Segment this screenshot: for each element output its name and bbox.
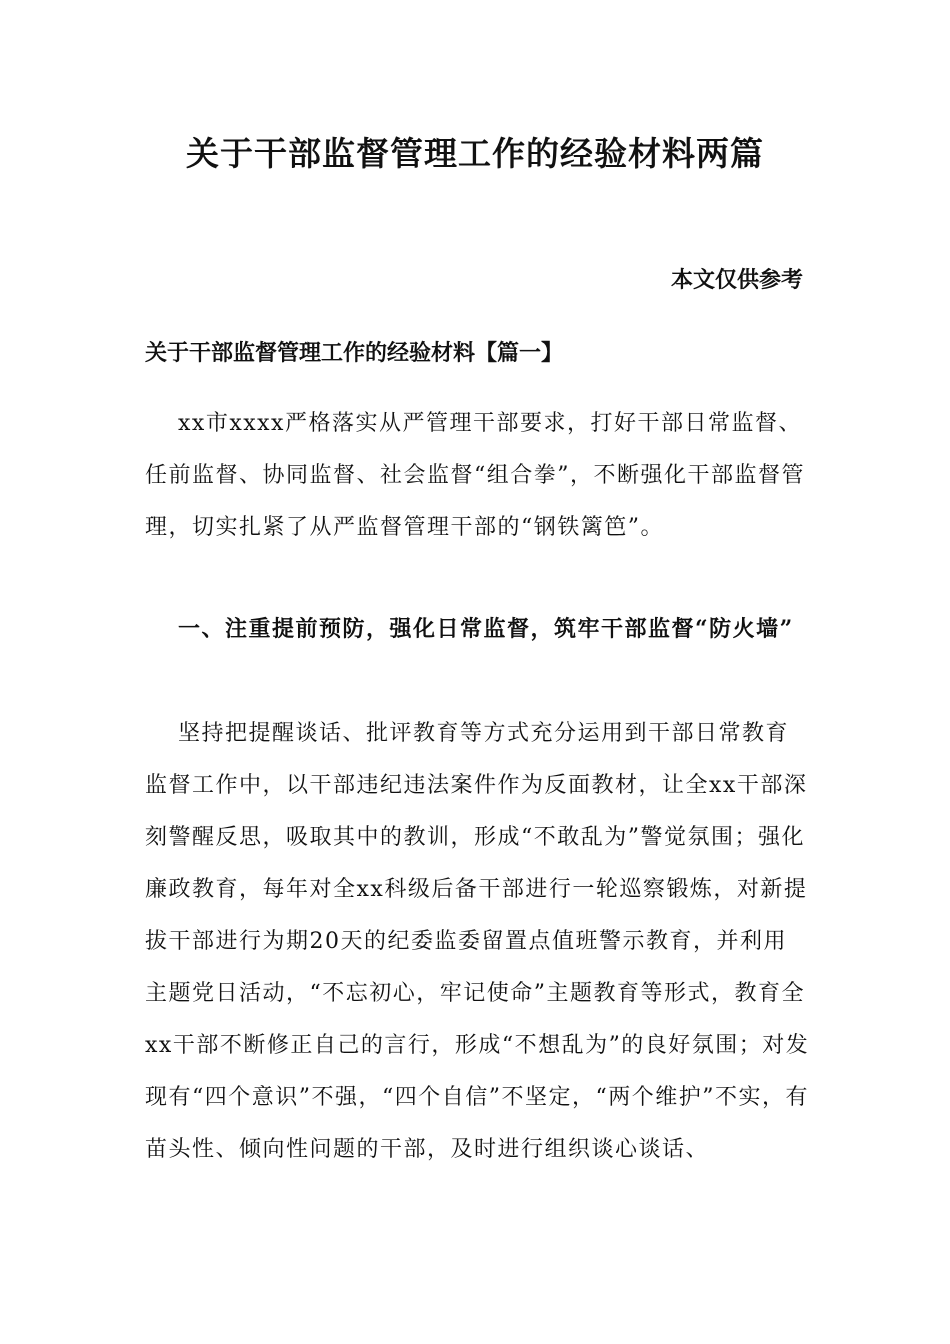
document-title: 关于干部监督管理工作的经验材料两篇 [186,134,764,173]
subheading-1: 一、注重提前预防，强化日常监督，筑牢干部监督“防火墙” [178,616,794,642]
body-paragraph-1: 坚持把提醒谈话、批评教育等方式充分运用到干部日常教育监督工作中，以干部违纪违法案件作为反面教材，让全xx干部深刻警醒反思，吸取其中的教训，形成“不敢乱为”警觉氛围；强化廉政教育，每年对全xx科级后备干部进行一轮巡察锻炼，对新提拔干部进行为期20天的纪委监委留置点值班警示教育，并利用主题党日活动，“不忘初心，牢记使命”主题教育等形式，教育全xx干部不断修正自己的言行，形成“不想乱为”的良好氛围；对发现有“四个意识”不强，“四个自信”不坚定，“两个维护”不实，有苗头性、倾向性问题的干部，及时进行组织谈心谈话、 [145,721,810,1162]
intro-paragraph: xx市xxxx严格落实从严管理干部要求，打好干部日常监督、任前监督、协同监督、社会监督“组合拳”，不断强化干部监督管理，切实扎紧了从严监督管理干部的“钢铁篱笆”。 [145,411,805,540]
section-heading: 关于干部监督管理工作的经验材料【篇一】 [145,340,564,366]
reference-note: 本文仅供参考 [670,267,803,293]
